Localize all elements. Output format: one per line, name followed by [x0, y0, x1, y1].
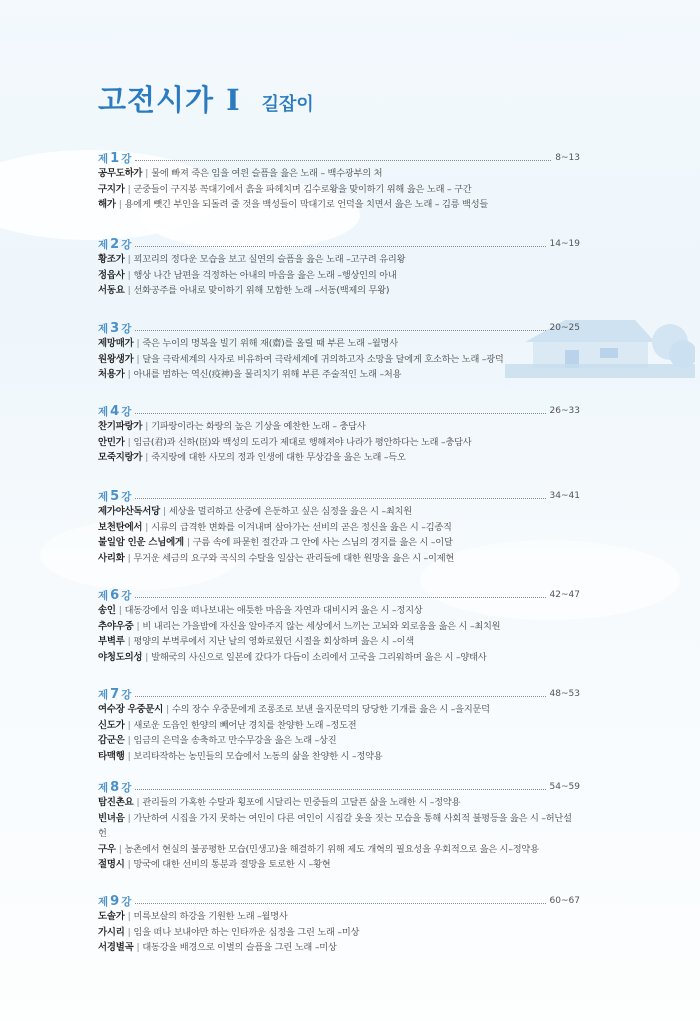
entry-description: 수의 장수 우중문에게 조롱조로 보낸 을지문덕의 당당한 기개를 읊은 시 –을지문덕 [171, 704, 490, 715]
lecture-heading[interactable] [98, 488, 580, 504]
dotted-leader [135, 597, 545, 598]
page-range: 8~13 [555, 153, 580, 163]
page-range: 26~33 [549, 406, 580, 416]
dotted-leader [135, 696, 545, 697]
toc-entry[interactable] [98, 419, 580, 435]
lecture-block [98, 403, 580, 466]
entry-separator: | [186, 537, 190, 549]
dotted-leader [135, 498, 545, 499]
entry-description: 대동강에서 임을 떠나보내는 애틋한 마음을 자연과 대비시켜 읊은 시 –정지상 [124, 605, 423, 616]
entry-title: 신도가 [98, 719, 125, 731]
lecture-suffix: 강 [121, 781, 132, 794]
entry-separator: | [136, 338, 140, 349]
entry-separator: | [127, 369, 131, 381]
entry-description: 죽은 누이의 명복을 빌기 위해 재(齋)를 올릴 때 부른 노래 –월명사 [142, 338, 398, 349]
entry-description: 비 내리는 가을밤에 자신을 알아주지 않는 세상에서 느끼는 고뇌와 외로움을 읊은 시 –최치원 [142, 620, 501, 632]
entry-title: 타맥행 [98, 750, 125, 762]
lecture-block [98, 686, 580, 764]
entry-title: 제가야산독서당 [98, 506, 160, 517]
entry-title: 정읍사 [98, 269, 125, 281]
lecture-label [98, 321, 131, 336]
lecture-number: 5 [110, 488, 120, 504]
entry-description: 평양의 부벽루에서 지난 날의 영화로웠던 시절을 회상하며 읊은 시 –이색 [133, 636, 414, 648]
entry-description: 임금의 은덕을 송축하고 만수무강을 읊은 노래 –상진 [133, 735, 337, 747]
entry-description: 아내를 범하는 역신(疫神)을 물리치기 위해 부른 주술적인 노래 –처용 [133, 369, 402, 381]
lecture-label [98, 237, 131, 252]
lecture-prefix: 제 [98, 895, 109, 908]
entry-separator: | [127, 750, 131, 762]
lecture-block [98, 779, 580, 873]
entry-title: 서경별곡 [98, 942, 134, 954]
entry-separator: | [118, 199, 122, 211]
lecture-prefix: 제 [98, 490, 109, 503]
toc-entry[interactable] [98, 857, 580, 873]
entry-title: 구우 [98, 843, 116, 855]
entry-description: 구름 속에 파묻힌 절간과 그 안에 사는 스님의 경지를 읊은 시 –이달 [192, 537, 453, 549]
lecture-block [98, 236, 580, 299]
entry-title: 감군은 [98, 735, 125, 747]
toc-entry[interactable] [98, 504, 580, 520]
entry-title: 절명시 [98, 859, 125, 871]
lecture-block [98, 320, 580, 383]
entry-description: 대동강을 배경으로 이별의 슬픔을 그린 노래 –미상 [142, 942, 337, 954]
lecture-label [98, 151, 131, 166]
toc-entry[interactable] [98, 197, 580, 213]
lecture-suffix: 강 [121, 688, 132, 701]
entry-separator: | [163, 506, 166, 517]
toc-entry[interactable] [98, 634, 580, 650]
entry-title: 여수장 우중문시 [98, 704, 164, 715]
entry-description: 꾀꼬리의 정다운 모습을 보고 실연의 슬픔을 읊은 노래 –고구려 유리왕 [133, 254, 406, 265]
lecture-label [98, 780, 131, 795]
entry-title: 추야우중 [98, 620, 134, 632]
dotted-leader [135, 413, 545, 414]
entry-separator: | [145, 421, 149, 432]
lecture-heading[interactable] [98, 686, 580, 702]
lecture-suffix: 강 [121, 405, 132, 418]
entry-description: 관리들의 가혹한 수탈과 횡포에 시달리는 민중들의 고달픈 삶을 노래한 시 –정약용 [142, 797, 461, 808]
toc-entry[interactable] [98, 551, 580, 567]
page-range: 48~53 [549, 689, 580, 699]
entry-description: 죽지랑에 대한 사모의 정과 인생에 대한 무상감을 읊은 노래 –득오 [151, 452, 406, 464]
lecture-block [98, 488, 580, 566]
lecture-number: 1 [110, 150, 120, 166]
entry-title: 서동요 [98, 285, 125, 297]
entry-description: 용에게 뺏긴 부인을 되돌려 줄 것을 백성들이 막대기로 언덕을 치면서 읊은 노래 – 김릉 백성들 [124, 199, 489, 211]
lecture-number: 4 [110, 403, 120, 419]
toc-entry[interactable] [98, 603, 580, 619]
entry-description: 가난하여 시집을 가지 못하는 여인이 다른 여인이 시집갈 옷을 짓는 모습을 통해 사회적 불평등을 읊은 시 –허난설헌 [98, 812, 572, 840]
entry-title: 송인 [98, 605, 116, 616]
toc-entry[interactable] [98, 940, 580, 956]
entry-separator: | [127, 812, 131, 824]
entry-separator: | [127, 911, 131, 922]
lecture-heading[interactable] [98, 320, 580, 336]
lecture-prefix: 제 [98, 589, 109, 602]
lecture-heading[interactable] [98, 587, 580, 603]
lecture-label [98, 588, 131, 603]
lecture-label [98, 894, 131, 909]
lecture-prefix: 제 [98, 322, 109, 335]
entry-title: 찬기파랑가 [98, 421, 143, 432]
lecture-prefix: 제 [98, 152, 109, 165]
entry-title: 안민가 [98, 436, 125, 448]
lecture-suffix: 강 [121, 238, 132, 251]
entry-separator: | [127, 269, 131, 281]
entry-description: 망국에 대한 선비의 통분과 절망을 토로한 시 –황현 [133, 859, 331, 871]
entry-separator: | [145, 168, 149, 179]
entry-separator: | [136, 942, 140, 954]
entry-description: 행상 나간 남편을 걱정하는 아내의 마음을 읊은 노래 –행상인의 아내 [133, 269, 397, 281]
toc-entry[interactable] [98, 795, 580, 811]
entry-separator: | [118, 843, 122, 855]
dotted-leader [135, 789, 545, 790]
toc-entry[interactable] [98, 336, 580, 352]
toc-entry[interactable] [98, 702, 580, 718]
lecture-block [98, 893, 580, 956]
lecture-prefix: 제 [98, 405, 109, 418]
entry-separator: | [127, 719, 131, 731]
lecture-suffix: 강 [121, 152, 132, 165]
entry-separator: | [136, 797, 140, 808]
lecture-prefix: 제 [98, 781, 109, 794]
entry-title: 빈녀음 [98, 812, 125, 824]
entry-separator: | [136, 353, 140, 365]
toc-entry[interactable] [98, 166, 580, 182]
entry-title: 보천탄에서 [98, 521, 143, 533]
lecture-suffix: 강 [121, 322, 132, 335]
lecture-label [98, 489, 131, 504]
entry-separator: | [145, 452, 149, 464]
page-range: 14~19 [549, 239, 580, 249]
entry-title: 제망매가 [98, 338, 134, 349]
entry-description: 달을 극락세계의 사자로 비유하여 극락세계에 귀의하고자 소망을 달에게 호소하는 노래 –광덕 [142, 353, 504, 365]
toc-entry[interactable] [98, 749, 580, 765]
title-subtitle: 길잡이 [261, 94, 314, 115]
toc-entry[interactable] [98, 811, 580, 842]
entry-description: 기파랑이라는 화랑의 높은 기상을 예찬한 노래 – 충담사 [151, 421, 366, 432]
toc-entry[interactable] [98, 535, 580, 551]
toc-entry[interactable] [98, 733, 580, 749]
lecture-block [98, 587, 580, 665]
toc-entry[interactable] [98, 268, 580, 284]
page-range: 60~67 [549, 896, 580, 906]
entry-separator: | [127, 926, 131, 938]
toc-entry[interactable] [98, 909, 580, 925]
page-range: 20~25 [549, 323, 580, 333]
entry-separator: | [118, 605, 122, 616]
lecture-number: 6 [110, 587, 120, 603]
toc-entry[interactable] [98, 367, 580, 383]
entry-description: 새로운 도읍인 한양의 빼어난 경치를 찬양한 노래 –정도전 [133, 719, 357, 731]
lecture-number: 2 [110, 236, 120, 252]
dotted-leader [135, 330, 545, 331]
lecture-label [98, 687, 131, 702]
dotted-leader [135, 160, 551, 161]
entry-title: 모죽지랑가 [98, 452, 143, 464]
entry-title: 황조가 [98, 254, 125, 265]
lecture-suffix: 강 [121, 589, 132, 602]
entry-title: 부벽루 [98, 636, 125, 648]
entry-description: 보리타작하는 농민들의 모습에서 노동의 삶을 찬양한 시 –정약용 [133, 750, 383, 762]
lecture-number: 9 [110, 893, 120, 909]
entry-description: 임금(君)과 신하(臣)와 백성의 도리가 제대로 행해져야 나라가 평안하다는 노래 –충담사 [133, 436, 472, 448]
entry-description: 미륵보살의 하강을 기원한 노래 –월명사 [133, 911, 288, 922]
page-range: 42~47 [549, 590, 580, 600]
lecture-label [98, 404, 131, 419]
lecture-heading[interactable] [98, 236, 580, 252]
lecture-number: 7 [110, 686, 120, 702]
entry-separator: | [166, 704, 169, 715]
toc-entry[interactable] [98, 718, 580, 734]
entry-description: 임을 떠나 보내야만 하는 인타까운 심정을 그린 노래 –미상 [133, 926, 360, 938]
entry-title: 원왕생가 [98, 353, 134, 365]
entry-title: 불일암 인운 스님에게 [98, 537, 184, 549]
entry-title: 야청도의성 [98, 651, 143, 663]
entry-description: 세상을 멀리하고 산중에 은둔하고 싶은 심정을 읊은 시 –최치원 [168, 506, 412, 517]
toc-entry[interactable] [98, 283, 580, 299]
dotted-leader [135, 903, 545, 904]
entry-separator: | [145, 521, 149, 533]
entry-title: 탐진촌요 [98, 797, 134, 808]
page-range: 34~41 [549, 491, 580, 501]
entry-description: 발해국의 사신으로 일본에 갔다가 다듬이 소리에서 고국을 그리워하며 읊은 시 –양태사 [151, 651, 487, 663]
entry-title: 도솔가 [98, 911, 125, 922]
entry-separator: | [127, 636, 131, 648]
entry-description: 농촌에서 현실의 불공평한 모습(민생고)을 해결하기 위해 제도 개혁의 필요성을 우회적으로 읊은 시–정약용 [124, 843, 539, 855]
lecture-heading[interactable] [98, 779, 580, 795]
lecture-heading[interactable] [98, 403, 580, 419]
lecture-prefix: 제 [98, 688, 109, 701]
toc-entry[interactable] [98, 619, 580, 635]
entry-title: 처용가 [98, 369, 125, 381]
lecture-suffix: 강 [121, 895, 132, 908]
entry-separator: | [145, 651, 149, 663]
entry-description: 시류의 급격한 변화를 이겨내며 살아가는 선비의 곧은 정신을 읊은 시 –김종직 [151, 521, 452, 533]
entry-description: 군중들이 구지봉 꼭대기에서 흙을 파헤치며 김수로왕을 맞이하기 위해 읊은 노래 – 구간 [133, 183, 472, 195]
toc-entry[interactable] [98, 842, 580, 858]
entry-separator: | [127, 285, 131, 297]
entry-title: 사리화 [98, 552, 125, 564]
entry-separator: | [127, 183, 131, 195]
entry-title: 해가 [98, 199, 116, 211]
toc-entry[interactable] [98, 352, 580, 368]
toc-entry[interactable] [98, 925, 580, 941]
lecture-prefix: 제 [98, 238, 109, 251]
entry-title: 가시리 [98, 926, 125, 938]
toc-entry[interactable] [98, 252, 580, 268]
toc-entry[interactable] [98, 182, 580, 198]
entry-separator: | [127, 436, 131, 448]
entry-separator: | [127, 859, 131, 871]
toc-entry[interactable] [98, 435, 580, 451]
entry-description: 무거운 세금의 요구와 곡식의 수탈을 일삼는 관리들에 대한 원망을 읊은 시 –이제현 [133, 552, 455, 564]
lecture-block [98, 150, 580, 213]
lecture-heading[interactable] [98, 150, 580, 166]
title-main: 고전시가 [98, 83, 215, 117]
entry-separator: | [127, 254, 131, 265]
dotted-leader [135, 246, 545, 247]
lecture-suffix: 강 [121, 490, 132, 503]
toc-entry[interactable] [98, 450, 580, 466]
toc-entry[interactable] [98, 650, 580, 666]
entry-separator: | [127, 552, 131, 564]
entry-title: 공무도하가 [98, 168, 143, 179]
entry-description: 물에 빠져 죽은 임을 여읜 슬픔을 읊은 노래 – 백수광부의 처 [151, 168, 383, 179]
page-range: 54~59 [549, 782, 580, 792]
entry-title: 구지가 [98, 183, 125, 195]
entry-separator: | [136, 620, 140, 632]
title-roman-numeral: I [226, 83, 240, 117]
entry-description: 선화공주를 아내로 맞이하기 위해 모함한 노래 –서동(백제의 무왕) [133, 285, 390, 297]
lecture-number: 3 [110, 320, 120, 336]
lecture-number: 8 [110, 779, 120, 795]
toc-entry[interactable] [98, 520, 580, 536]
entry-separator: | [127, 735, 131, 747]
lecture-heading[interactable] [98, 893, 580, 909]
page-title [98, 78, 314, 119]
